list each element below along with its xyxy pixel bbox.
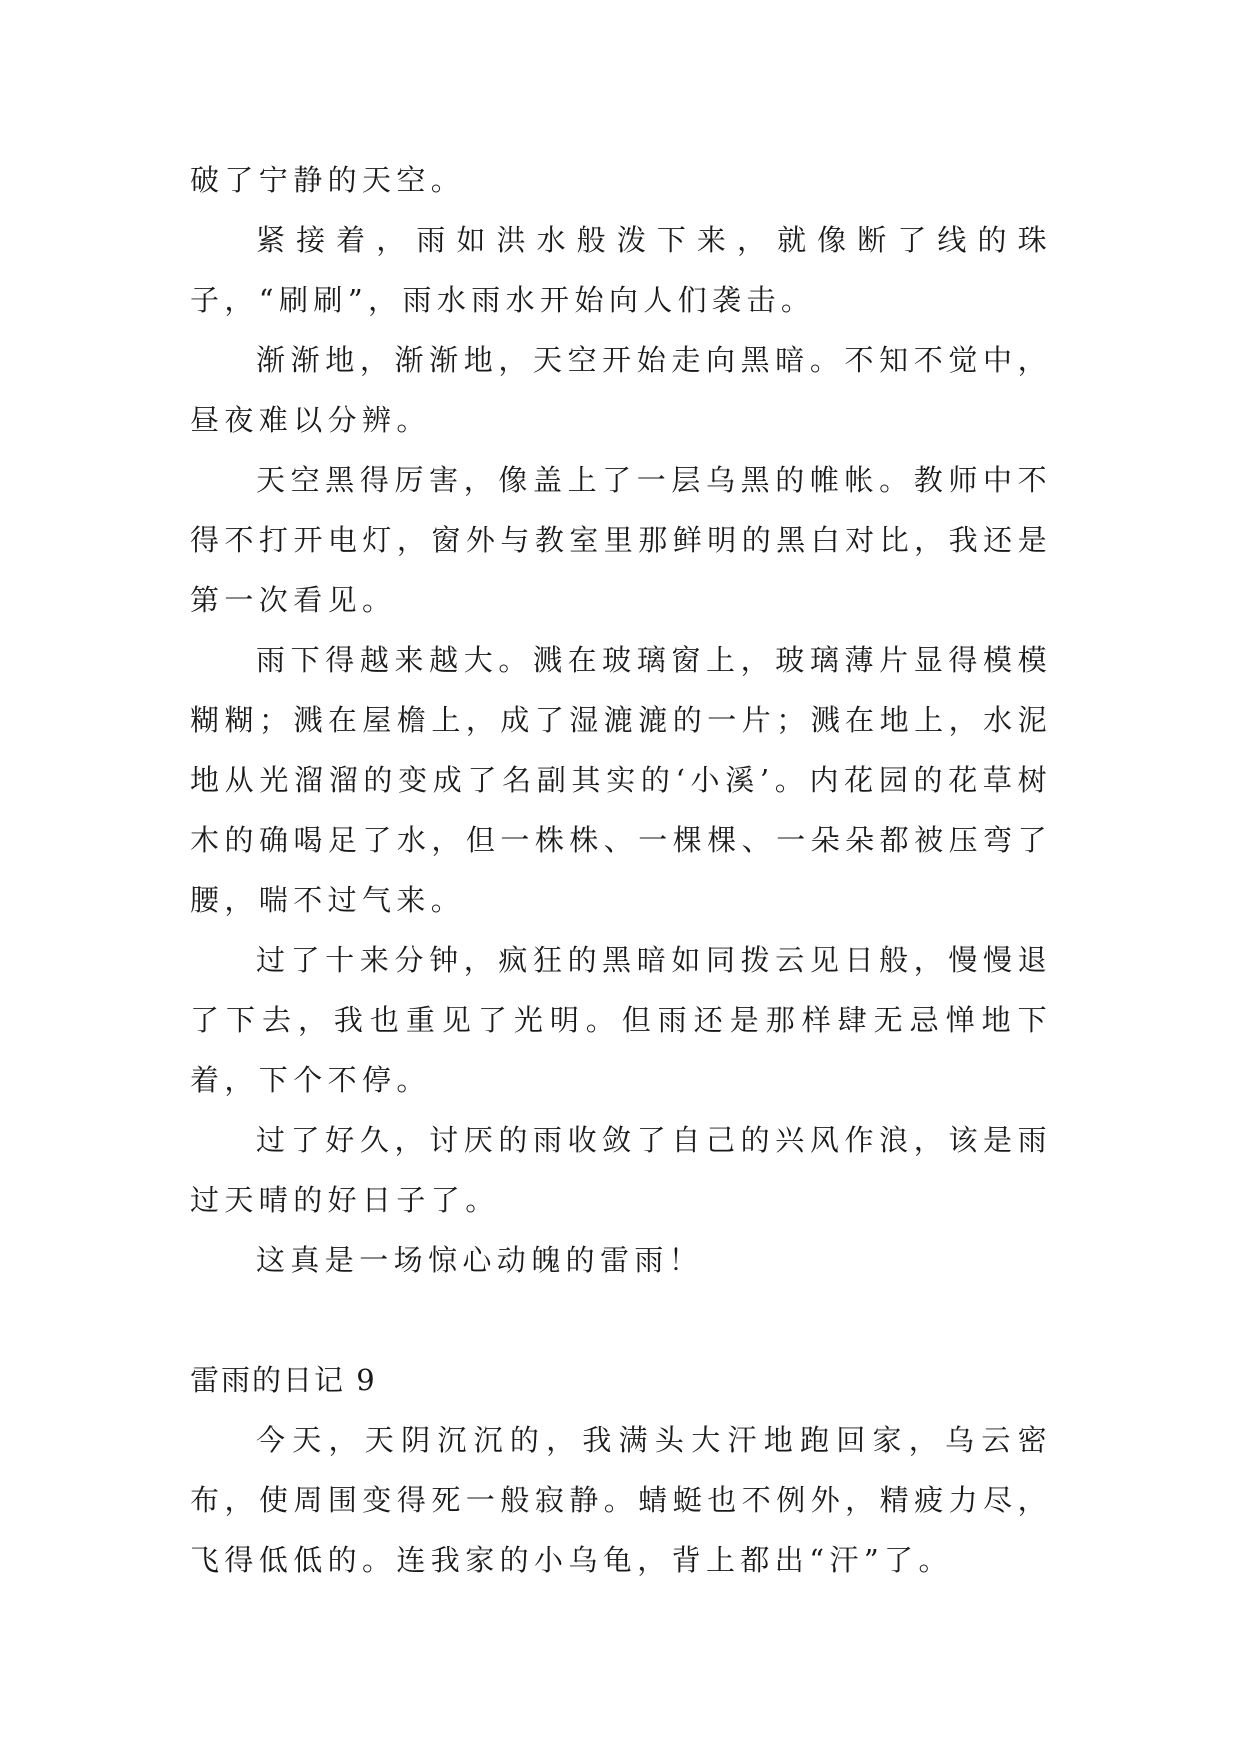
paragraph: 过了好久，讨厌的雨收敛了自己的兴风作浪，该是雨过天晴的好日子了。 <box>190 1123 1052 1217</box>
paragraph: 天空黑得厉害，像盖上了一层乌黑的帷帐。教师中不得不打开电灯，窗外与教室里那鲜明的黑白对比，我还是第一次看见。 <box>190 463 1052 617</box>
paragraph: 过了十来分钟，疯狂的黑暗如同拨云见日般，慢慢退了下去，我也重见了光明。但雨还是那样肆无忌惮地下着，下个不停。 <box>190 943 1052 1097</box>
paragraph: 雨下得越来越大。溅在玻璃窗上，玻璃薄片显得模模糊糊；溅在屋檐上，成了湿漉漉的一片；溅在地上，水泥地从光溜溜的变成了名副其实的‘小溪’。内花园的花草树木的确喝足了水，但一株株、一棵棵、一朵朵都被压弯了腰，喘不过气来。 <box>190 643 1052 917</box>
section-spacer <box>190 1290 1052 1350</box>
paragraph: 紧接着，雨如洪水般泼下来，就像断了线的珠子，“刷刷”，雨水雨水开始向人们袭击。 <box>190 223 1052 317</box>
continuation-paragraph: 破了宁静的天空。 <box>190 163 466 197</box>
document-body <box>190 150 1052 1590</box>
paragraph: 这真是一场惊心动魄的雷雨！ <box>256 1243 704 1277</box>
paragraph: 渐渐地，渐渐地，天空开始走向黑暗。不知不觉中，昼夜难以分辨。 <box>190 343 1052 437</box>
paragraph: 今天，天阴沉沉的，我满头大汗地跑回家，乌云密布，使周围变得死一般寂静。蜻蜓也不例外，精疲力尽，飞得低低的。连我家的小乌龟，背上都出“汗”了。 <box>190 1423 1052 1577</box>
section-title: 雷雨的日记 9 <box>190 1363 377 1397</box>
